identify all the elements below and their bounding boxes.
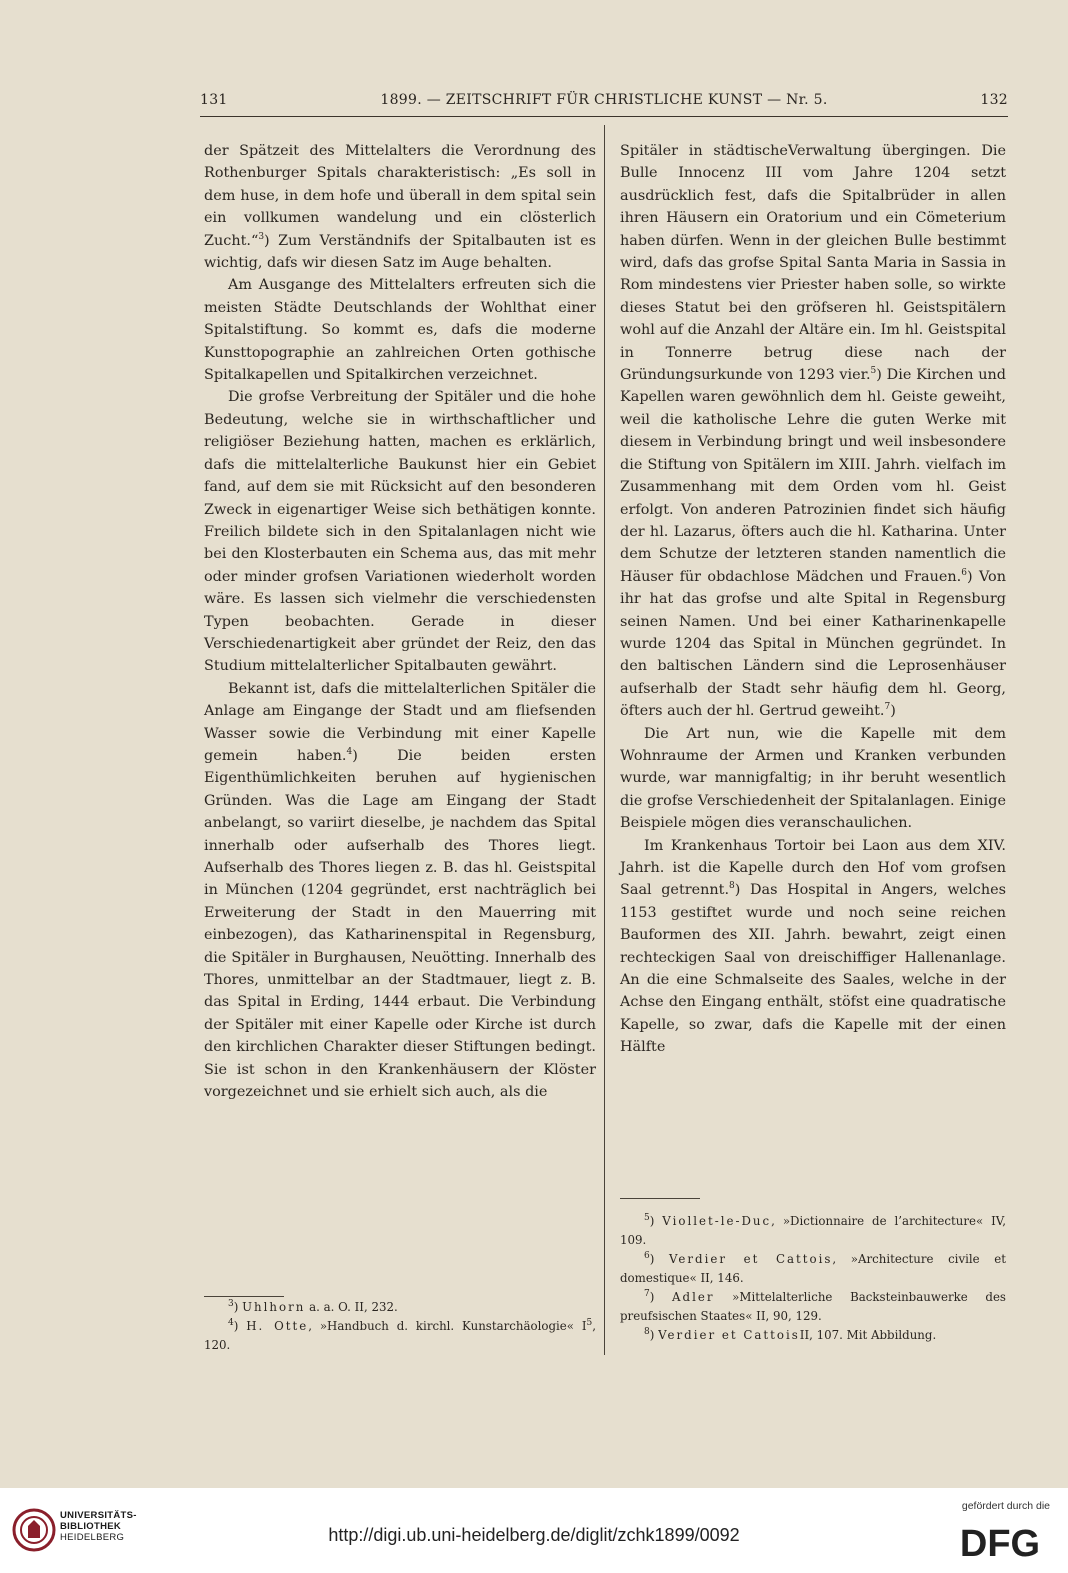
dfg-logo-icon xyxy=(950,1518,1050,1562)
paragraph: Im Krankenhaus Tortoir bei Laon aus dem XIV. Jahrh. ist die Kapelle durch den Hof vom grofsen Saal getrennt.$^8$) Das Hospital in Angers, welches 1153 gestiftet wurde und noch seine reichen Bauformen des XII. Jahrh. bewahrt, zeigt einen rechteckigen Saal von dreischiffiger Hallenanlage. An die eine Schmalseite des Saales, welche in der Achse den Eingang enthält, stöfst eine quadratische Kapelle, so zwar, dafs die Kapelle mit der einen Hälfte xyxy=(620,837,1007,1056)
running-header xyxy=(200,92,1008,114)
footnote: $^8$) Verdier et CattoisII, 107. Mit Abbildung. xyxy=(644,1327,937,1342)
footer-bar xyxy=(0,1488,1068,1573)
paragraph: Die grofse Verbreitung der Spitäler und die hohe Bedeutung, welche sie in wirthschaftlicher und religiöser Beziehung hatten, machen es erklärlich, dafs die mittelalterliche Baukunst hier ein Gebiet fand, auf dem sie mit Rücksicht auf den besonderen Zweck in eigenartiger Weise sich bethätigen konnte. Freilich bildete sich in den Spitalanlagen nicht wie bei den Klosterbauten ein Schema aus, das mit mehr oder minder grofsen Variationen wiederholt worden wäre. Es lassen sich vielmehr die verschiedensten Typen beobachten. Gerade in dieser Verschiedenartigkeit aber gründet der Reiz, den das Studium mittelalterlicher Spitalbauten gewährt. xyxy=(204,389,596,675)
footnote: $^3$) Uhlhorn a. a. O. II, 232. xyxy=(228,1299,398,1314)
page-number-left: 131 xyxy=(200,92,228,108)
right-column xyxy=(620,140,1006,1059)
header-rule xyxy=(200,116,1008,117)
footnotes-right xyxy=(620,1212,1006,1345)
svg-text:DFG: DFG xyxy=(959,1523,1041,1562)
institution-name: UNIVERSITÄTS- BIBLIOTHEK HEIDELBERG xyxy=(60,1510,137,1543)
footnote: $^4$) H. Otte, »Handbuch d. kirchl. Kunstarchäologie« $I^5$, 120. xyxy=(204,1318,597,1352)
page-number-right: 132 xyxy=(980,92,1008,108)
paragraph: Bekannt ist, dafs die mittelalterlichen Spitäler die Anlage am Eingange der Stadt und am fliefsenden Wasser sowie die Verbindung mit einer Kapelle gemein haben.$^4$) Die beiden ersten Eigenthümlichkeiten beruhen auf hygienischen Gründen. Was die Lage am Eingang der Stadt anbelangt, so variirt dieselbe, je nachdem das Spital innerhalb oder aufserhalb des Thores liegt. Aufserhalb des Thores liegen z. B. das hl. Geistspital in München (1204 gegründet, erst nachträglich bei Erweiterung der Stadt in den Mauerring mit einbezogen), das Katharinenspital in Regensburg, die Spitäler in Burghausen, Neuötting. Innerhalb des Thores, unmittelbar an der Stadtmauer, liegt z. B. das Spital in Erding, 1444 erbaut. Die Verbindung der Spitäler mit einer Kapelle oder Kirche ist durch den kirchlichen Charakter dieser Stiftungen bedingt. Sie ist schon in den Krankenhäusern der Klöster vorgezeichnet und sie erhielt sich auch, als die xyxy=(204,680,596,1101)
footnotes-left xyxy=(204,1298,596,1355)
paragraph: der Spätzeit des Mittelalters die Verordnung des Rothenburger Spitals charakteristisch: „Es soll in dem huse, in dem hofe und überall in dem spital sein ein vollkumen wandelung und ein clösterlich Zucht.“$^3$) Zum Verständnifs der Spitalbauten ist es wichtig, dafs wir diesen Satz im Auge behalten. xyxy=(204,143,596,272)
sponsor-text: gefördert durch die xyxy=(961,1500,1050,1512)
left-column xyxy=(204,140,596,1103)
footnote-rule-right xyxy=(620,1198,700,1199)
paragraph: Die Art nun, wie die Kapelle mit dem Wohnraume der Armen und Kranken verbunden wurde, war mannigfaltig; in ihr beruht wesentlich die grofse Verschiedenheit der Spitalanlagen. Einige Beispiele mögen dies veranschaulichen. xyxy=(620,725,1006,832)
footnote: $^5$) Viollet-le-Duc, »Dictionnaire de l’architecture« IV, 109. xyxy=(620,1213,1006,1247)
permalink-url[interactable]: http://digi.ub.uni-heidelberg.de/diglit/zchk1899/0092 xyxy=(328,1525,740,1545)
column-divider xyxy=(604,125,605,1355)
journal-title: 1899. — ZEITSCHRIFT FÜR CHRISTLICHE KUNST — Nr. 5. xyxy=(380,92,828,108)
paragraph: Spitäler in städtischeVerwaltung übergingen. Die Bulle Innocenz III vom Jahre 1204 setzt ausdrücklich fest, dafs die Spitalbrüder in allen ihren Häusern ein Oratorium und ein Cömeterium haben dürfen. Wenn in der gleichen Bulle bestimmt wird, dafs das grofse Spital Santa Maria in Sassia in Rom mindestens vier Priester haben solle, so wirkte dieses Statut bei den gröfseren hl. Geistspitälern wohl auf die Anzahl der Altäre ein. Im hl. Geistspital in Tonnerre betrug diese nach der Gründungsurkunde von 1293 vier.$^5$) Die Kirchen und Kapellen waren gewöhnlich dem hl. Geiste geweiht, weil die katholische Lehre die guten Werke mit diesem in Verbindung bringt und weil insbesondere die Stiftung von Spitälern im XIII. Jahrh. vielfach im Zusammenhang mit dem Orden vom hl. Geist erfolgt. Von anderen Patrozinien findet sich häufig der hl. Lazarus, öfters auch die hl. Katharina. Unter dem Schutze der letzteren standen namentlich die Häuser für obdachlose Mädchen und Frauen.$^6$) Von ihr hat das grofse und alte Spital in Regensburg seinen Namen. Und bei einer Katharinenkapelle wurde 1204 das Spital in München gegründet. In den baltischen Ländern sind die Leprosenhäuser aufserhalb der Stadt sehr häufig dem hl. Georg, öfters auch der hl. Gertrud geweiht.$^7$) xyxy=(620,143,1006,720)
footnote: $^7$) Adler »Mittelalterliche Backsteinbauwerke des preufsischen Staates« II, 90, 129. xyxy=(620,1289,1006,1323)
footnote: $^6$) Verdier et Cattois, »Architecture civile et domestique« II, 146. xyxy=(620,1251,1006,1285)
footnote-rule-left xyxy=(204,1296,284,1297)
paragraph: Am Ausgange des Mittelalters erfreuten sich die meisten Städte Deutschlands der Wohlthat einer Spitalstiftung. So kommt es, dafs die moderne Kunsttopographie an zahlreichen Orten gothische Spitalkapellen und Spitalkirchen verzeichnet. xyxy=(204,277,596,384)
